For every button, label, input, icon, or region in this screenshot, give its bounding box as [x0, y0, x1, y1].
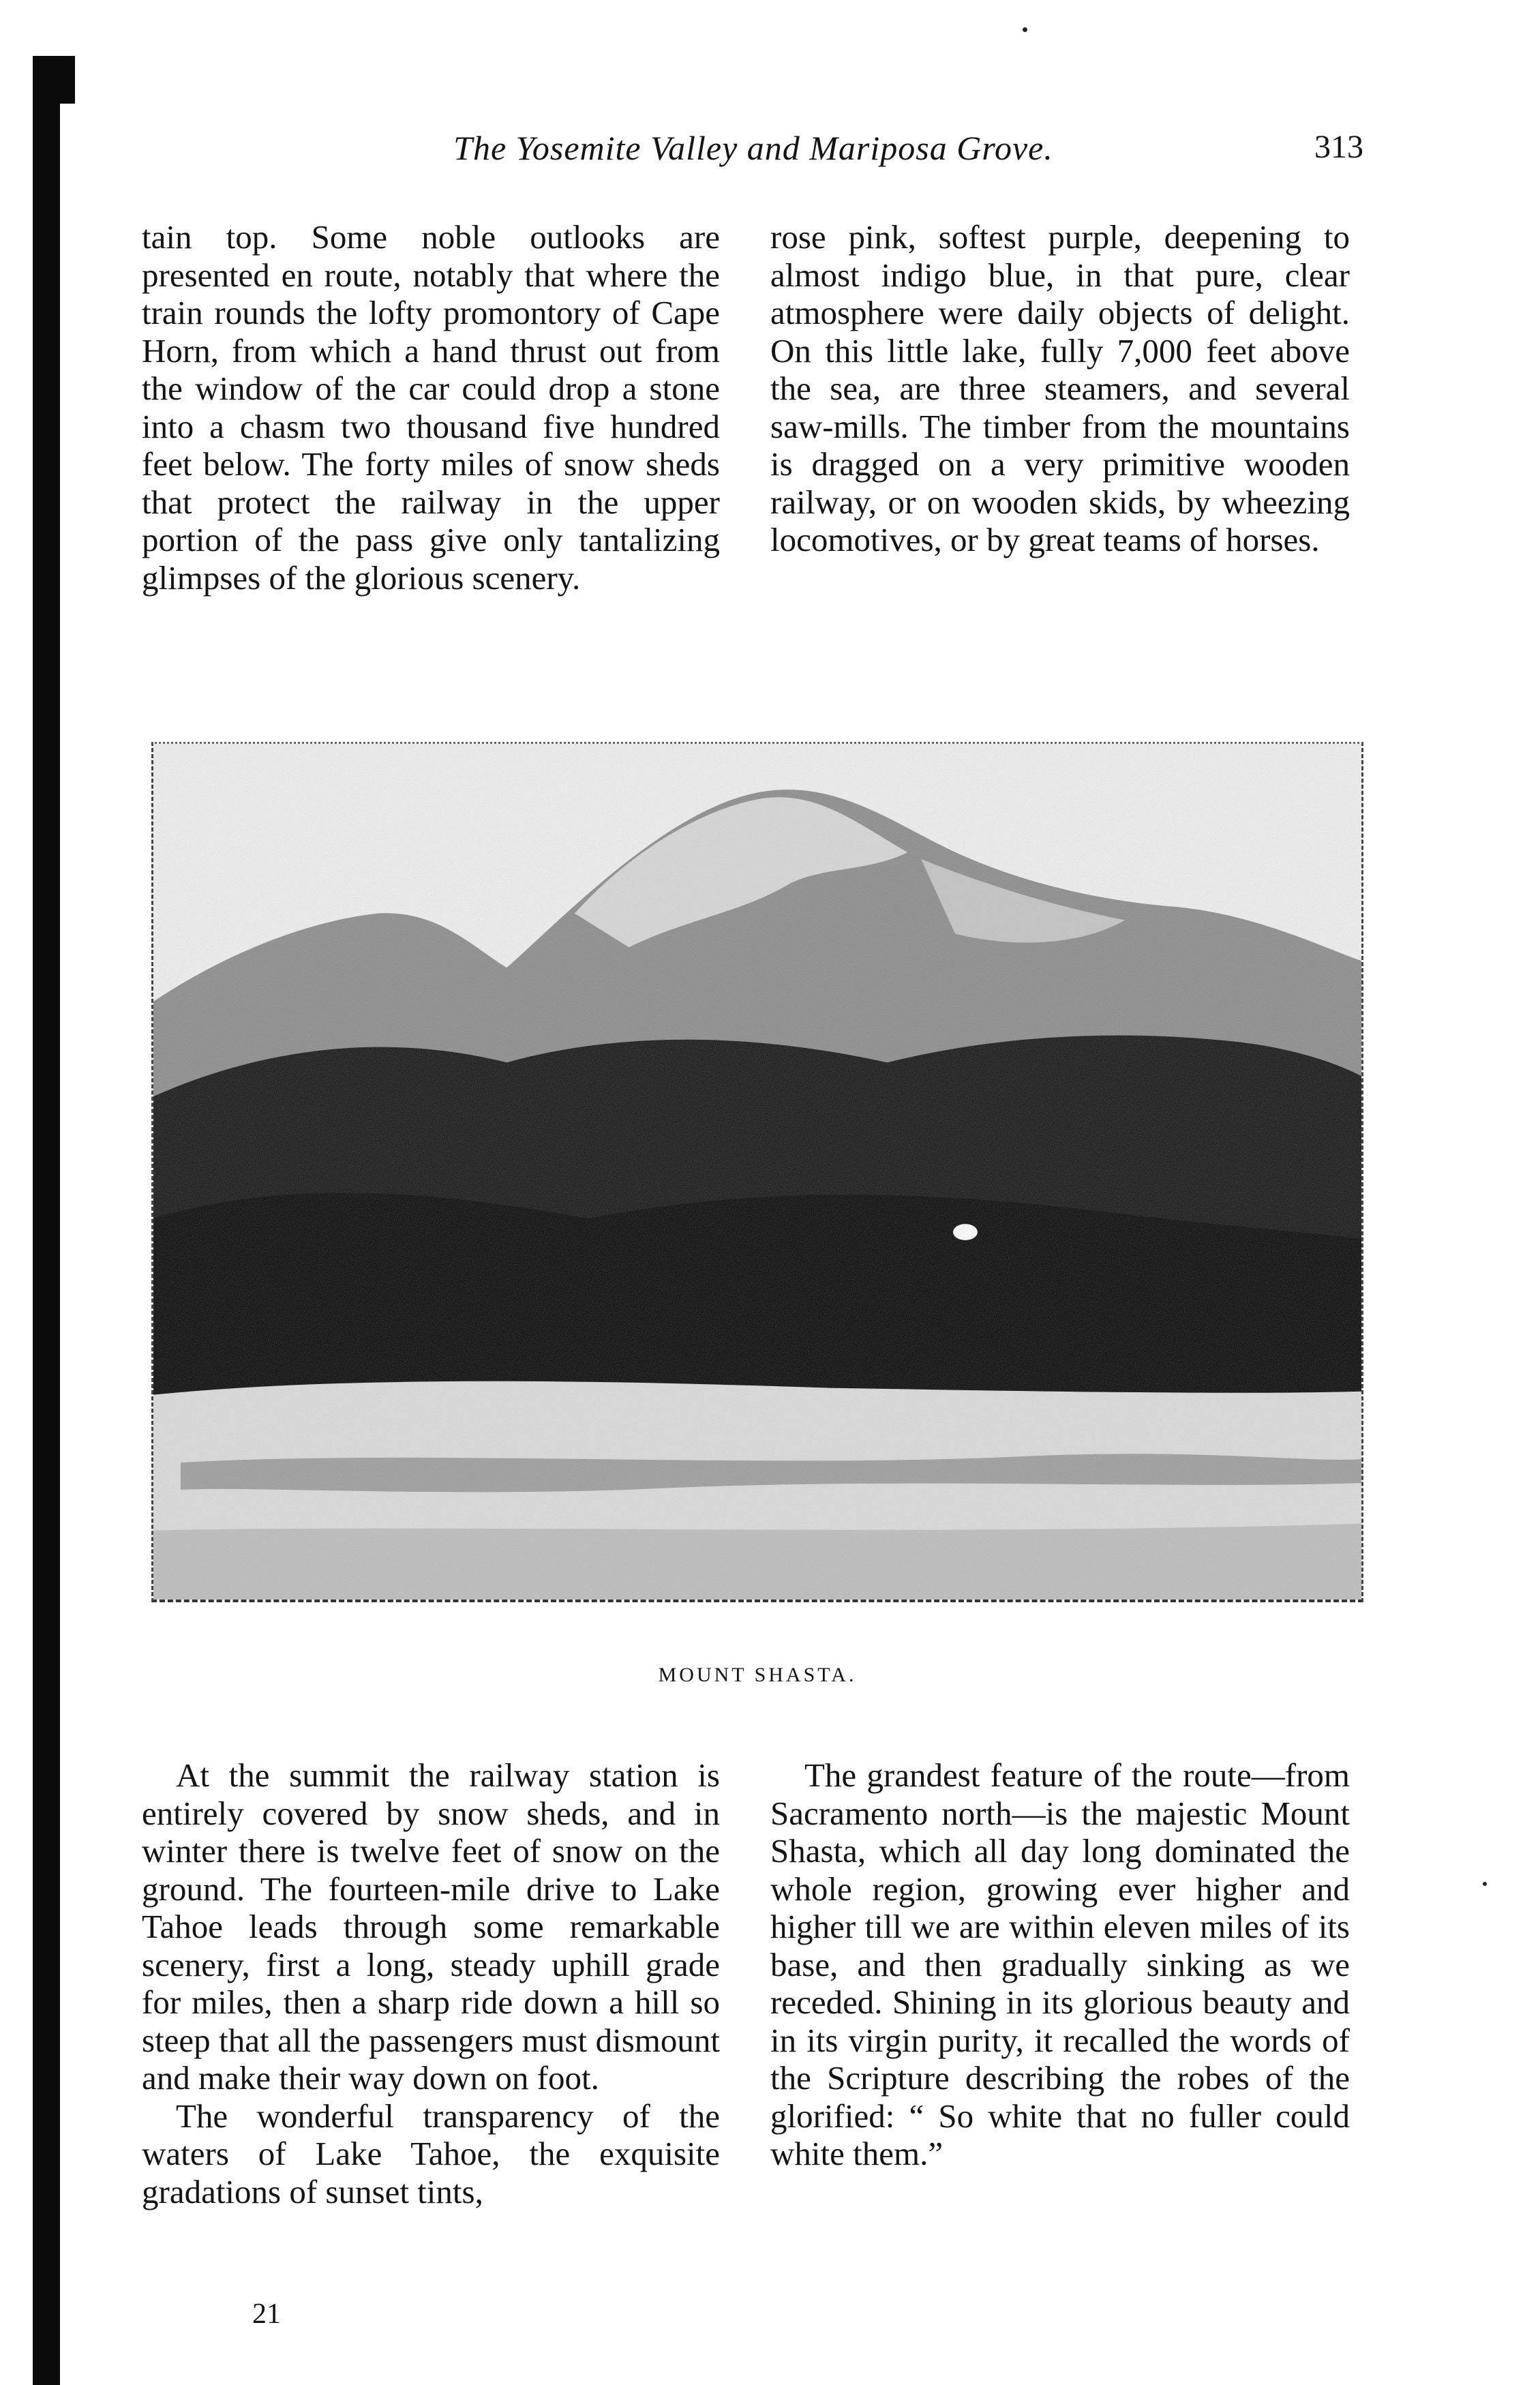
bottom-left-column: [142, 1756, 720, 2210]
running-title: The Yosemite Valley and Mariposa Grove.: [453, 129, 1053, 167]
binding-edge: [33, 56, 60, 2385]
top-right-column: [770, 218, 1350, 559]
figure-caption: MOUNT SHASTA.: [658, 1664, 857, 1686]
bottom-left-paragraph-1: At the summit the railway station is entirely covered by snow sheds, and in winter there is twelve feet of snow on the ground. The fourteen-mile drive to Lake Tahoe leads through some remarkable scenery, first a long, steady uphill grade for miles, then a sharp ride down a hill so steep that all the passengers must dismount and make their way down on foot.: [142, 1756, 720, 2097]
binding-notch: [60, 56, 75, 104]
mount-shasta-illustration: [151, 742, 1363, 1602]
mountain-engraving: [153, 744, 1361, 1600]
top-right-paragraph: rose pink, softest purple, deepening to almost indigo blue, in that pure, clear atmosphere were daily objects of delight. On this little lake, fully 7,000 feet above the sea, are three steamers, and several saw-mills. The timber from the mountains is dragged on a very primitive wooden railway, or on wooden skids, by wheezing locomotives, or by great teams of horses.: [770, 218, 1350, 558]
bottom-left-paragraph-2: The wonderful transparency of the waters of Lake Tahoe, the exquisite gradations of sunset tints,: [142, 2097, 720, 2210]
ink-speck: [1023, 27, 1027, 32]
top-left-column: [142, 218, 720, 597]
bottom-right-paragraph: The grandest feature of the route—from Sacramento north—is the majestic Mount Shasta, which all day long dominated the whole region, growing ever higher and higher till we are within eleven miles of its base, and then gradually sinking as we receded. Shining in its glorious beauty and in its virgin purity, it recalled the words of the Scripture describing the robes of the glorified: “ So white that no fuller could white them.”: [770, 1756, 1350, 2172]
page-number: 313: [1314, 129, 1363, 165]
ink-speck: [1483, 1882, 1487, 1886]
running-head: [143, 128, 1363, 183]
top-left-paragraph: tain top. Some noble outlooks are presented en route, notably that where the train rounds the lofty promontory of Cape Horn, from which a hand thrust out from the window of the car could drop a stone into a chasm two thousand five hundred feet below. The forty miles of snow sheds that protect the railway in the upper portion of the pass give only tantalizing glimpses of the glorious scenery.: [142, 218, 720, 597]
signature-mark: 21: [252, 2298, 281, 2330]
bottom-right-column: [770, 1756, 1350, 2173]
